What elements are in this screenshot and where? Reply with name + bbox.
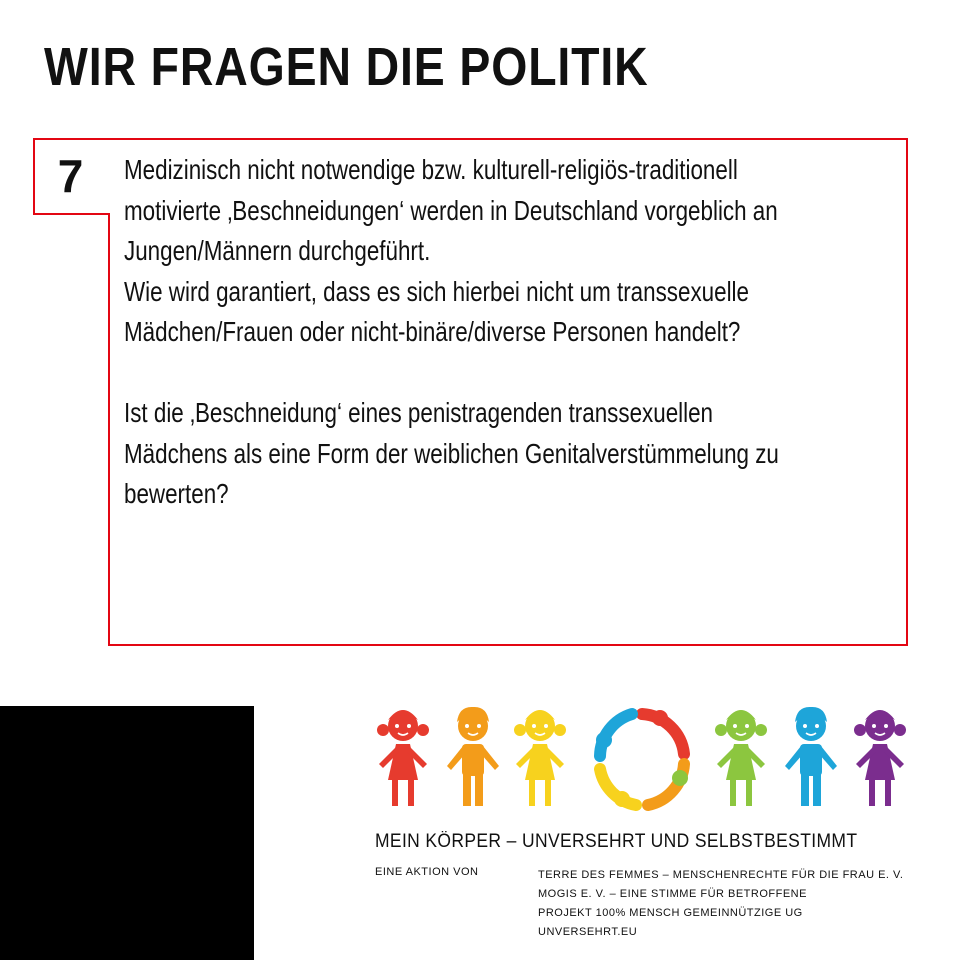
black-block [0,706,254,960]
circle-of-hands-icon [596,710,688,807]
organization-item: MOGIS E. V. – EINE STIMME FÜR BETROFFENE [538,888,807,900]
boy-figure-blue [785,707,837,806]
campaign-tagline: MEIN KÖRPER – UNVERSEHRT UND SELBSTBESTIMMT [375,831,858,852]
question-paragraph: Ist die ‚Beschneidung‘ eines penistragenden transsexuellen Mädchens als eine Form der weiblichen Genitalverstümmelung zu bewerten? [124,397,779,509]
organization-list [538,866,903,942]
girl-figure-green [715,710,767,806]
girl-figure-yellow [514,710,566,806]
organization-item: UNVERSEHRT.EU [538,926,638,938]
question-number: 7 [57,150,84,202]
page-title: WIR FRAGEN DIE POLITIK [44,37,649,97]
question-text [124,150,940,515]
boy-figure-orange [447,707,499,806]
girl-figure-red [377,710,429,806]
campaign-logo [370,704,914,814]
organization-item: TERRE DES FEMMES – MENSCHENRECHTE FÜR DIE FRAU E. V. [538,869,904,881]
girl-figure-purple [854,710,906,806]
question-paragraph: Medizinisch nicht notwendige bzw. kulturell-religiös-traditionell motivierte ‚Beschneidungen‘ werden in Deutschland vorgeblich an Jungen/Männern durchgeführt. Wie wird garantiert, dass es sich hierbei nicht um transsexuelle Mädchen/Frauen oder nicht-binäre/diverse Personen handelt? [124,154,778,347]
campaign-label: EINE AKTION VON [375,866,479,878]
organization-item: PROJEKT 100% MENSCH GEMEINNÜTZIGE UG [538,907,803,919]
